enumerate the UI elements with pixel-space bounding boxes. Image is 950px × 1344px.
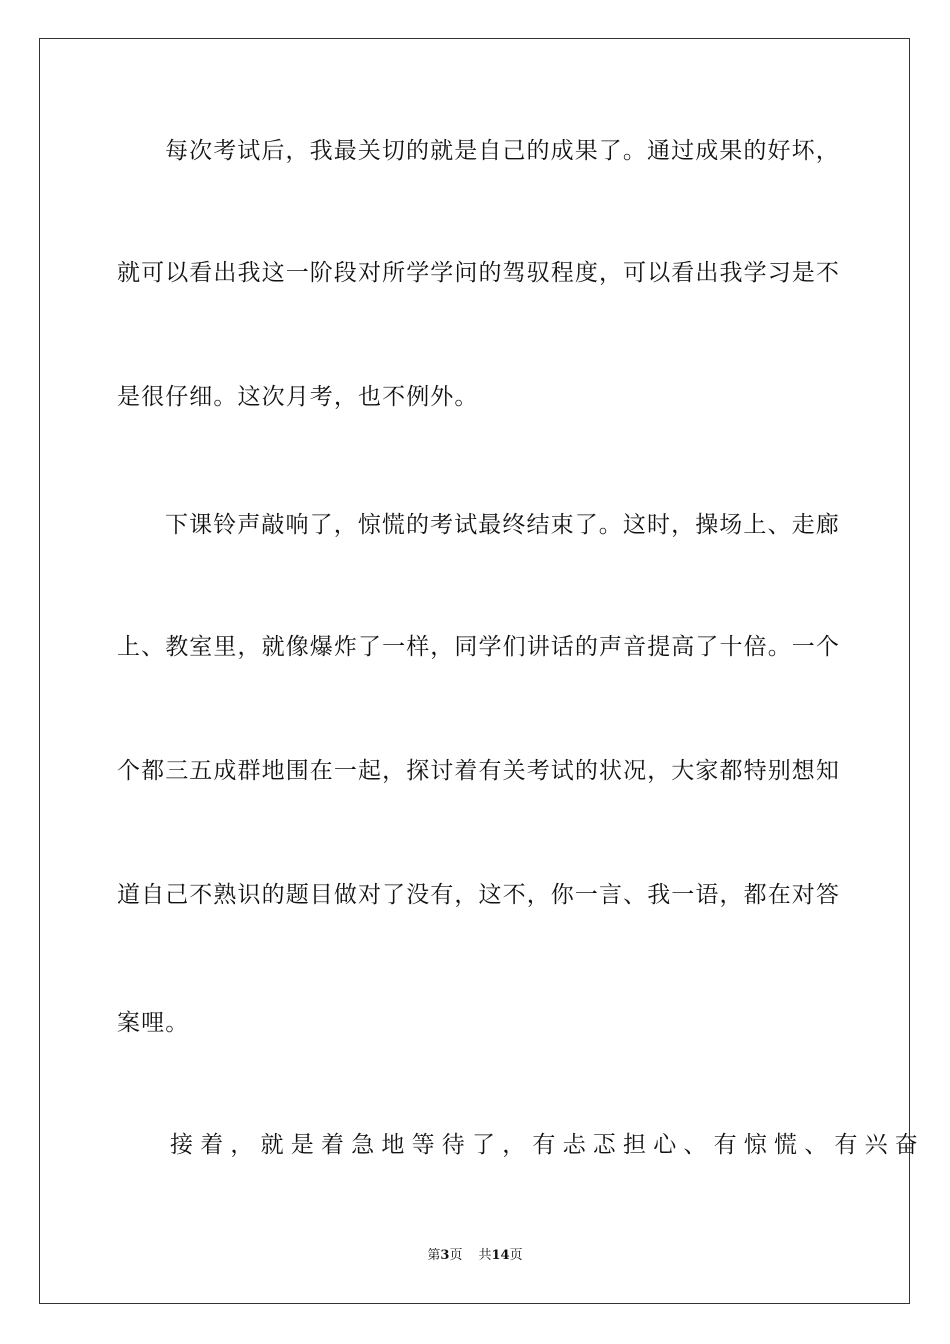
paragraph-1-line-1: 每次考试后，我最关切的就是自己的成果了。通过成果的好坏，	[165, 138, 840, 164]
paragraph-2-line-4: 道自己不熟识的题目做对了没有，这不，你一言、我一语，都在对答	[117, 882, 840, 908]
paragraph-2-line-2: 上、教室里，就像爆炸了一样，同学们讲话的声音提高了十倍。一个	[117, 634, 840, 660]
paragraph-1-line-2: 就可以看出我这一阶段对所学学问的驾驭程度，可以看出我学习是不	[117, 260, 840, 286]
paragraph-2-line-5: 案哩。	[117, 1010, 190, 1036]
total-prefix: 共	[478, 1248, 492, 1263]
paragraph-3-line-1: 接着，就是着急地等待了，有忐忑担心、有惊慌、有兴奋	[170, 1132, 925, 1158]
paragraph-2-line-1: 下课铃声敲响了，惊慌的考试最终结束了。这时，操场上、走廊	[165, 512, 840, 538]
page-current: 3	[440, 1248, 450, 1263]
page-prefix: 第	[427, 1248, 441, 1263]
paragraph-1-line-3: 是很仔细。这次月考，也不例外。	[117, 384, 479, 410]
page-suffix: 页	[449, 1248, 463, 1263]
page-border	[39, 38, 910, 1304]
page-footer	[0, 1247, 950, 1265]
paragraph-2-line-3: 个都三五成群地围在一起，探讨着有关考试的状况，大家都特别想知	[117, 758, 840, 784]
page-total: 14	[491, 1248, 510, 1263]
total-suffix: 页	[509, 1248, 523, 1263]
